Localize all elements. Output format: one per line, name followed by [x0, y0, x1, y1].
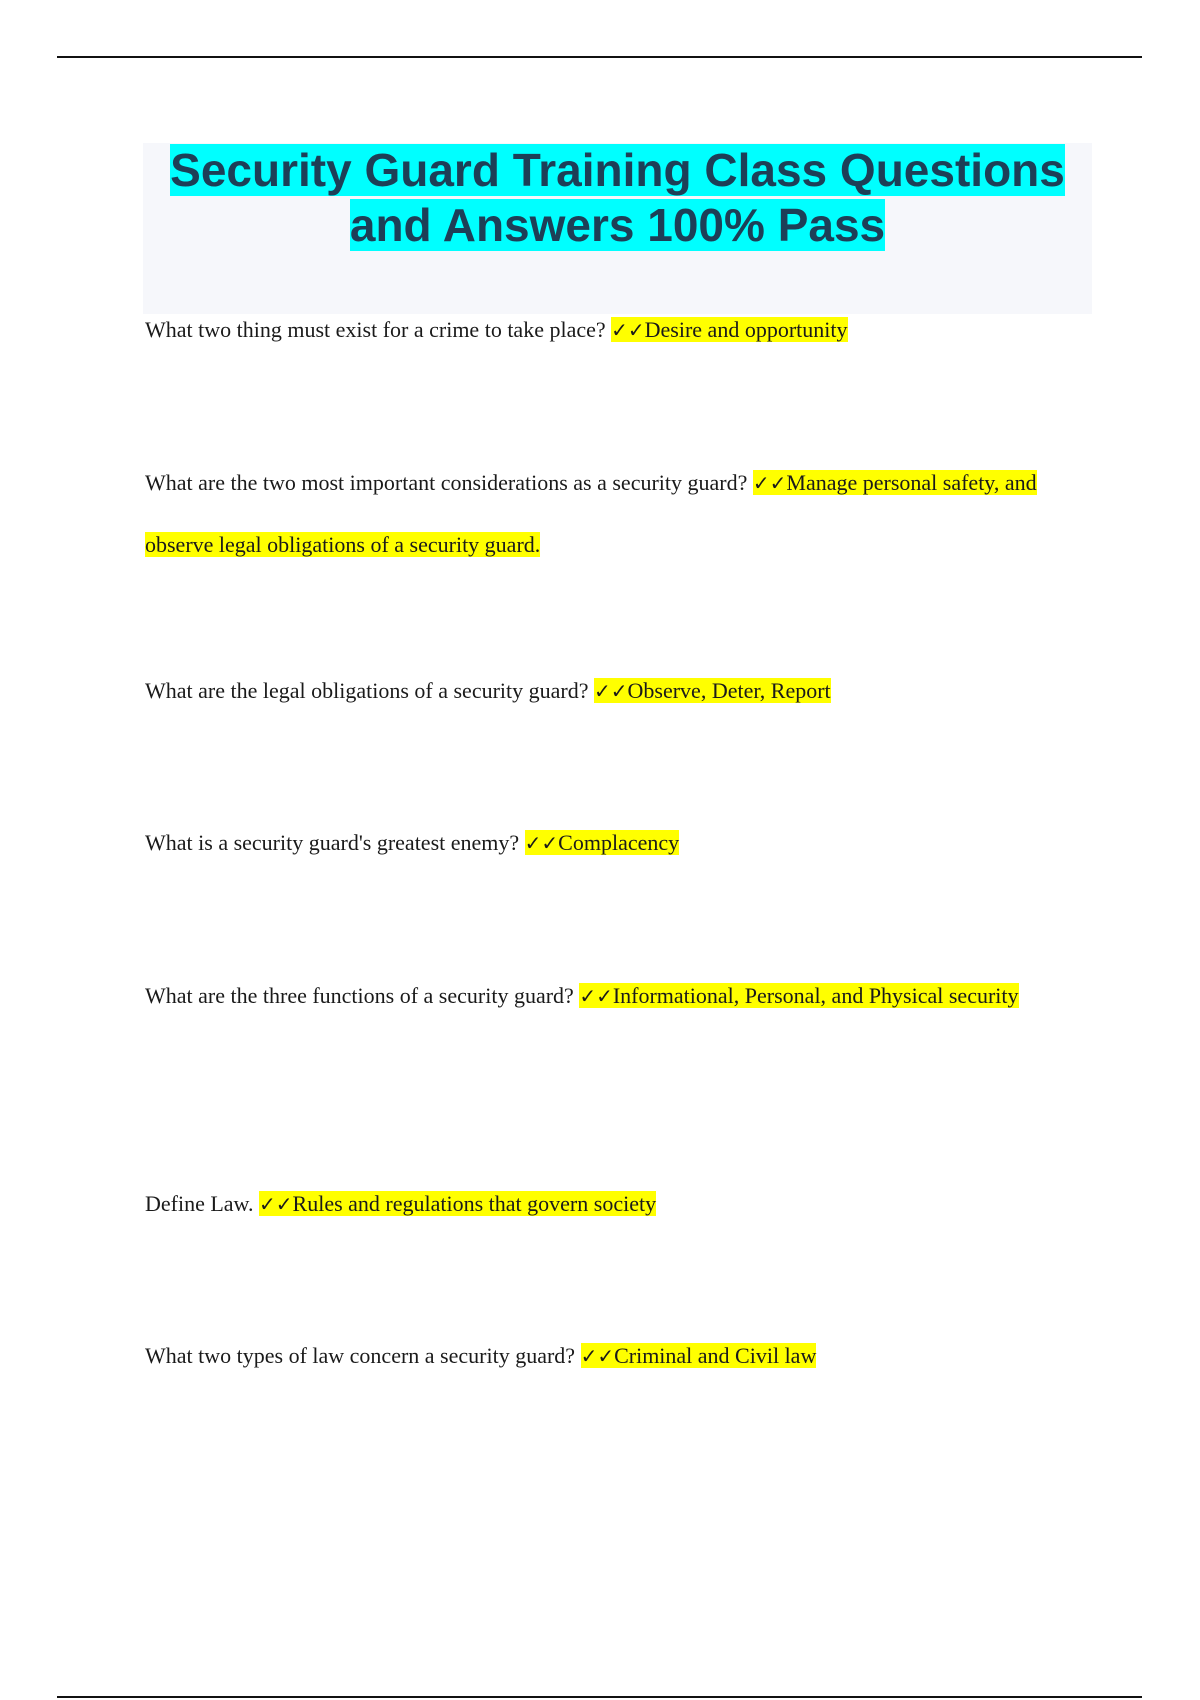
answer-highlight: [581, 1343, 817, 1368]
answer-text: Observe, Deter, Report: [627, 678, 831, 703]
check-icon: ✓✓: [594, 679, 628, 703]
page-title-text: Security Guard Training Class Questions and Answers 100% Pass: [170, 144, 1065, 251]
answer-text: Desire and opportunity: [644, 317, 848, 342]
qa-item: [145, 1173, 1095, 1235]
question-text: Define Law.: [145, 1191, 254, 1216]
answer-highlight: [594, 678, 831, 703]
check-icon: ✓✓: [611, 318, 645, 342]
answer-text: Complacency: [558, 830, 680, 855]
question-text: What are the three functions of a security guard?: [145, 983, 574, 1008]
answer-text: Criminal and Civil law: [614, 1343, 817, 1368]
check-icon: ✓✓: [579, 984, 613, 1008]
question-text: What are the two most important considerations as a security guard?: [145, 470, 748, 495]
top-rule: [57, 56, 1142, 58]
check-icon: ✓✓: [524, 831, 559, 855]
qa-item: [145, 812, 1095, 874]
answer-highlight: [259, 1191, 656, 1216]
page-title: [143, 143, 1092, 253]
qa-item: [145, 452, 1095, 575]
qa-item: [145, 1325, 1095, 1387]
check-icon: ✓✓: [580, 1344, 615, 1368]
qa-item: [145, 299, 1095, 361]
answer-text: Informational, Personal, and Physical security: [612, 983, 1019, 1008]
answer-highlight: [611, 317, 847, 342]
qa-item: [145, 660, 1095, 722]
answer-highlight: [525, 830, 679, 855]
check-icon: ✓✓: [259, 1192, 293, 1216]
question-text: What two types of law concern a security guard?: [145, 1343, 576, 1368]
question-text: What are the legal obligations of a security guard?: [145, 678, 589, 703]
question-text: What two thing must exist for a crime to take place?: [145, 317, 606, 342]
qa-item: [145, 965, 1095, 1027]
question-text: What is a security guard's greatest enemy?: [145, 830, 520, 855]
answer-text: Rules and regulations that govern society: [292, 1191, 657, 1216]
answer-text: Manage personal safety, and observe legal obligations of a security guard.: [145, 470, 1037, 557]
answer-highlight: [579, 983, 1018, 1008]
bottom-rule: [57, 1696, 1142, 1698]
title-block: [143, 143, 1092, 314]
check-icon: ✓✓: [752, 471, 787, 495]
